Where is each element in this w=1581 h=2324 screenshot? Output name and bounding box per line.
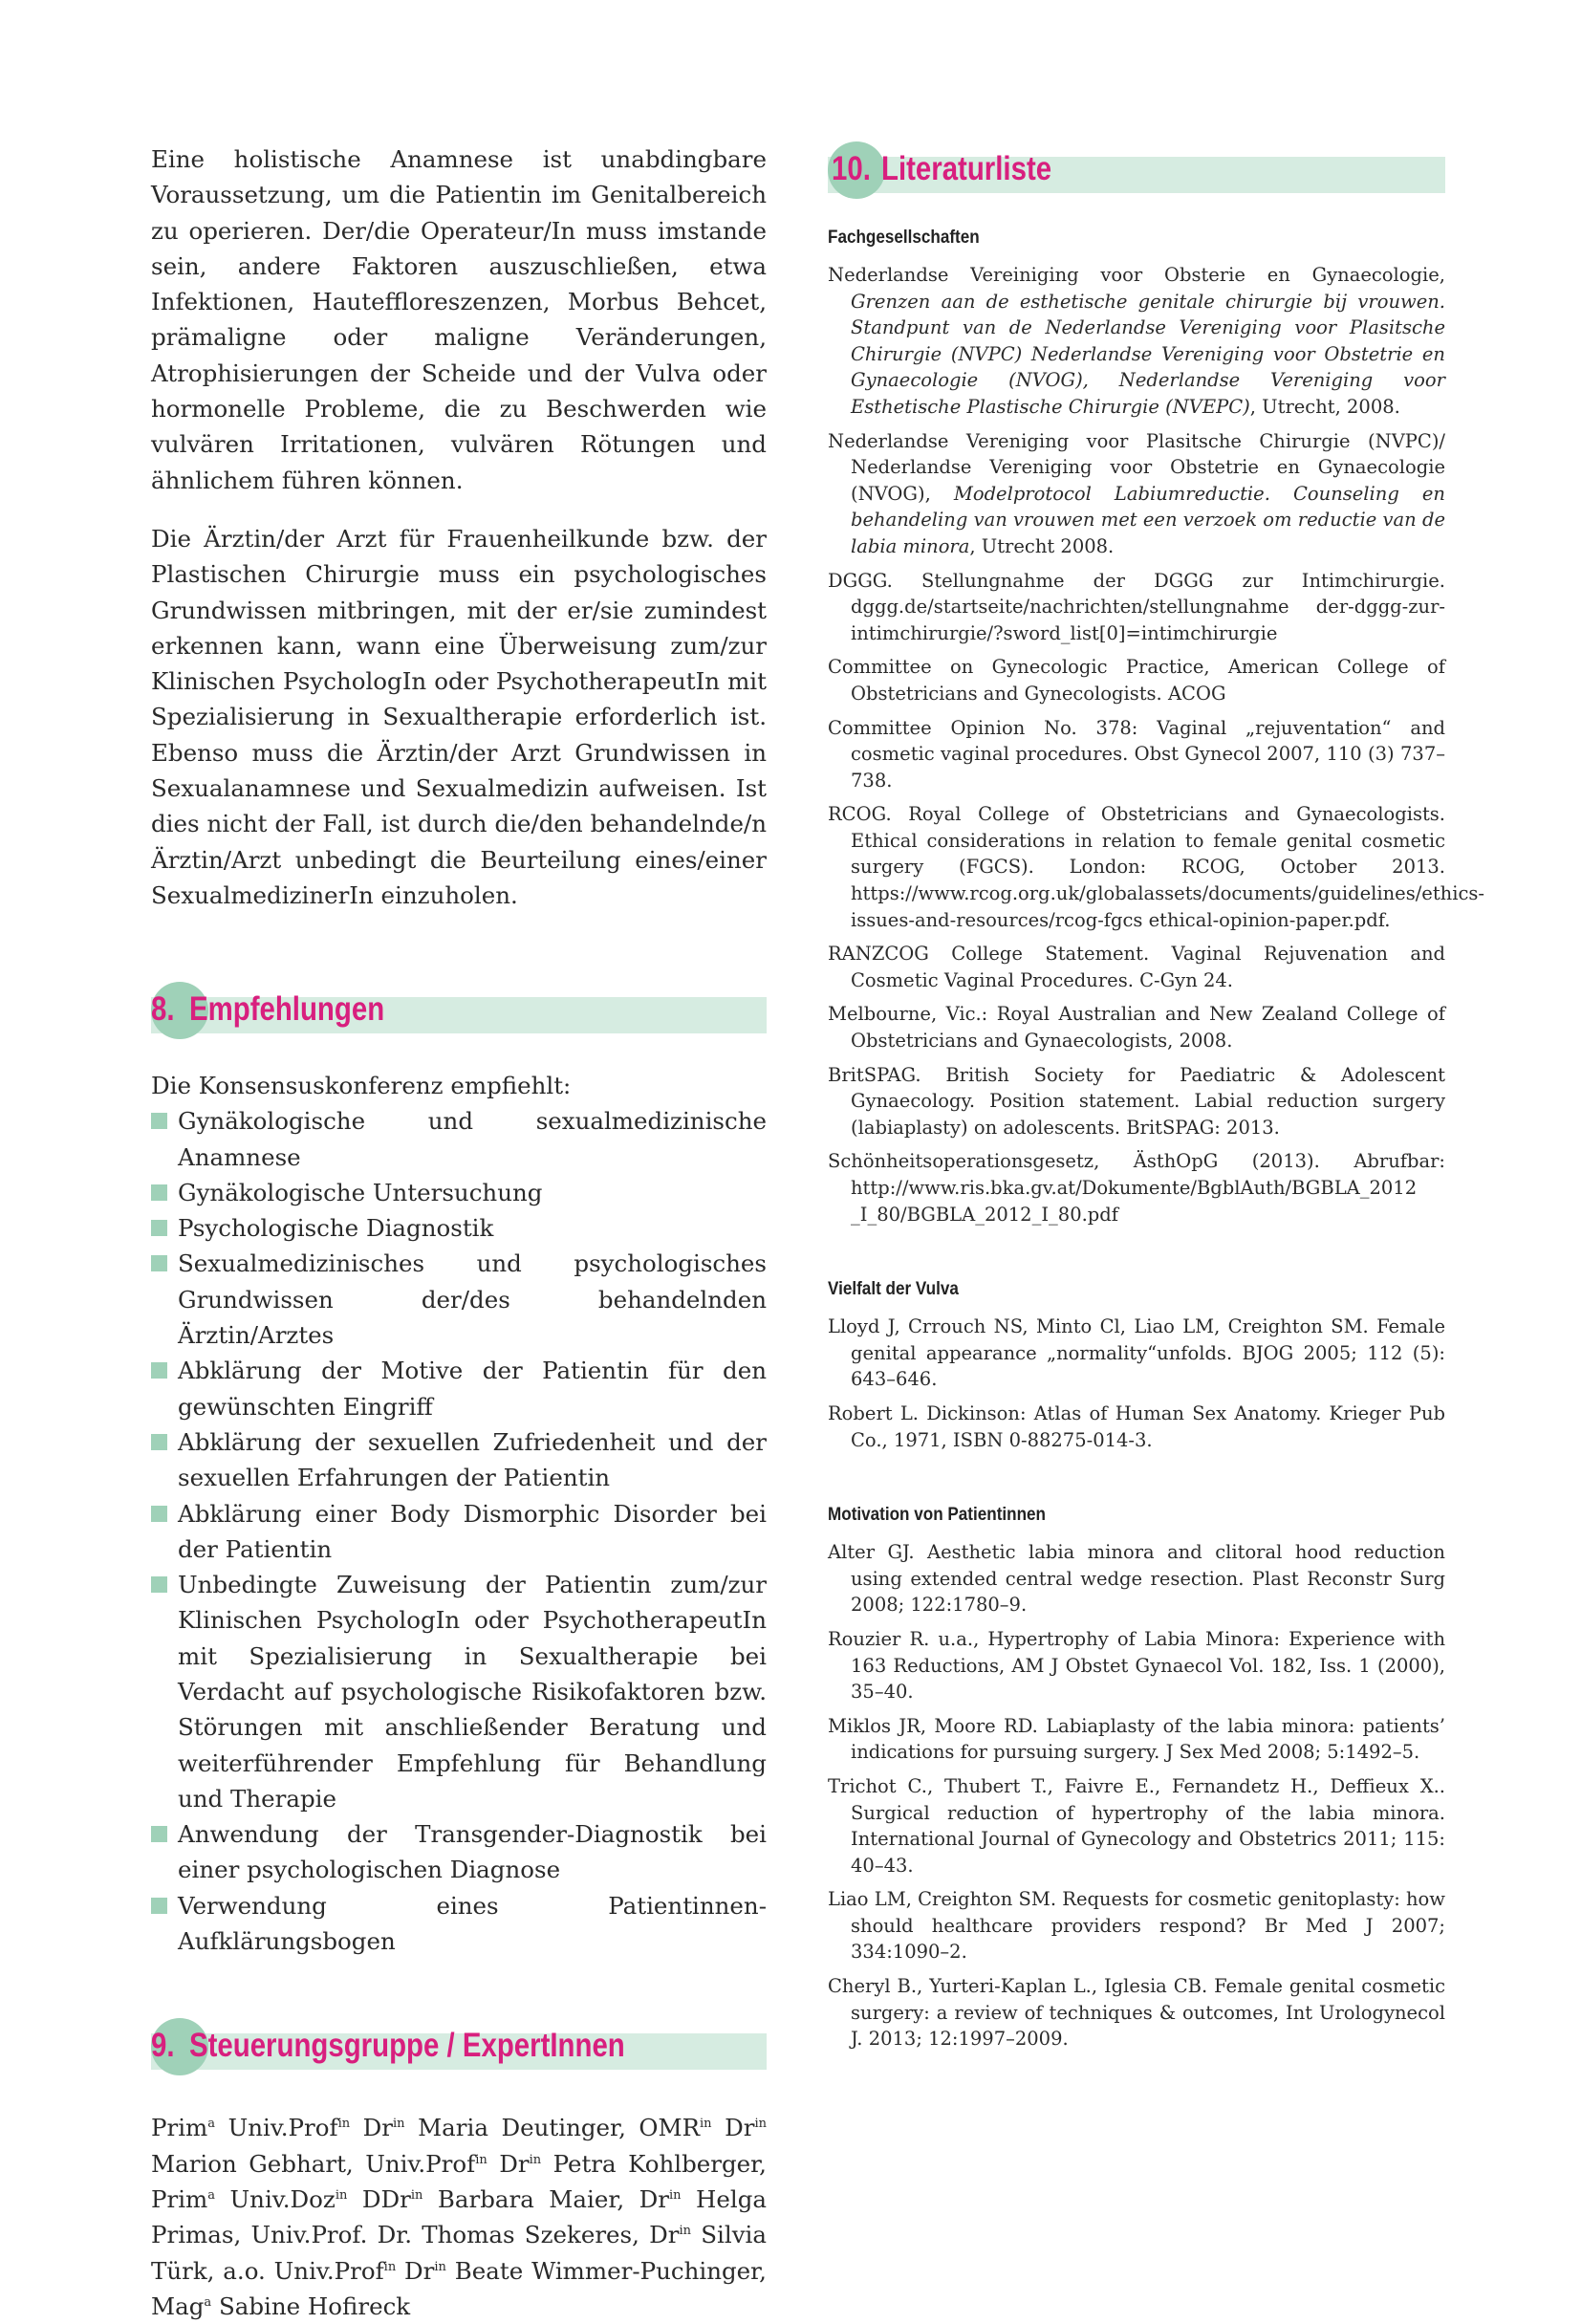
expert-text: Beate Wimmer-Puchinger, Mag <box>151 2256 767 2320</box>
left-column <box>151 141 767 2324</box>
expert-text: Dr <box>350 2114 394 2142</box>
reference-item: BritSPAG. British Society for Paediatric & Adolescent Gynaecology. Position statement. Labial reduction surgery (labiaplasty) on adolescents. BritSPAG: 2013. <box>828 1063 1445 1139</box>
expert-text: DDr <box>347 2184 411 2213</box>
reference-item: RCOG. Royal College of Obstetricians and Gynaecologists. Ethical considerations in relation to female genital cosmetic surgery (FGCS). London: RCOG, October 2013. https://www.rcog.org.uk/globalassets/documents/guidelines/ethics-issues-and-resources/rcog-fgcs ethical-opinion-paper.pdf. <box>828 803 1484 931</box>
reference-item: Committee Opinion No. 378: Vaginal „rejuventation“ and cosmetic vaginal procedures. Obst Gynecol 2007, 110 (3) 737–738. <box>828 716 1445 792</box>
reference-item: Rouzier R. u.a., Hypertrophy of Labia Minora: Experience with 163 Reductions, AM J Obstet Gynaecol Vol. 182, Iss. 1 (2000), 35–40. <box>828 1627 1445 1704</box>
section-9-heading <box>151 2018 767 2075</box>
expert-text: Prim <box>151 2114 208 2142</box>
reference-list <box>828 228 1484 2053</box>
superscript: in <box>434 2259 446 2274</box>
expert-text: Marion Gebhart, Univ.Prof <box>151 2149 476 2178</box>
expert-text: Dr <box>487 2149 530 2178</box>
list-item: Abklärung der sexuellen Zufriedenheit und der sexuellen Erfahrungen der Patientin <box>151 1424 767 1496</box>
reference-item: DGGG. Stellungnahme der DGGG zur Intimchirurgie. dggg.de/startseite/nachrichten/stellungnahme der-dggg-zur-intimchirurgie/?sword_list[0]=intimchirurgie <box>828 569 1445 644</box>
superscript: in <box>475 2152 487 2167</box>
reference-item <box>828 262 1445 421</box>
section-8-heading <box>151 982 767 1039</box>
superscript: in <box>337 2117 351 2132</box>
reference-item: Miklos JR, Moore RD. Labiaplasty of the labia minora: patients’ indications for pursuing surgery. J Sex Med 2008; 5:1492–5. <box>828 1714 1445 1764</box>
superscript: in <box>679 2224 692 2239</box>
list-item: Abklärung einer Body Dismorphic Disorder bei der Patientin <box>151 1496 767 1568</box>
superscript: a <box>207 2187 216 2203</box>
expert-text: Dr <box>711 2114 755 2142</box>
reference-title: Modelprotocol Labiumreductie. Counseling en behandeling van vrouwen met een verzoek om reductie van de labia minora <box>851 482 1445 557</box>
expert-text: Helga Primas, Univ.Prof. Dr. Thomas Szekeres, Dr <box>151 2184 767 2249</box>
list-item: Gynäkologische Untersuchung <box>151 1175 767 1210</box>
reference-item: Robert L. Dickinson: Atlas of Human Sex Anatomy. Krieger Pub Co., 1971, ISBN 0-88275-014-3. <box>828 1401 1445 1451</box>
superscript: in <box>668 2187 682 2203</box>
reference-item: Committee on Gynecologic Practice, American College of Obstetricians and Gynecologists. ACOG <box>828 656 1445 705</box>
reference-text: Nederlandse Vereniging voor Plasitsche Chirurgie (NVPC)/ Nederlandse Vereniging voor Obstetrie en Gynaecologie (NVOG), <box>828 429 1445 505</box>
experts-list <box>151 2110 767 2324</box>
section-number: 8. <box>151 990 175 1029</box>
subheading-motivation-von-patientinnen: Motivation von Patientinnen <box>828 1505 1047 1526</box>
expert-text: Dr <box>396 2256 435 2285</box>
intro-paragraph-1: Eine holistische Anamnese ist unabdingbare Voraussetzung, um die Patientin im Genitalbereich zu operieren. Der/die Operateur/In muss imstande sein, andere Faktoren auszuschließen, etwa Infektionen, Hauteffloreszenzen, Morbus Behcet, prämaligne oder maligne Veränderungen, Atrophisierungen der Scheide und der Vulva oder hormonelle Probleme, die zu Beschwerden wie vulvären Irritationen, vulvären Rötungen und ähnlichem führen können. <box>151 145 767 494</box>
expert-text: Silvia Türk, a.o. Univ.Prof <box>151 2221 768 2285</box>
superscript: in <box>410 2187 423 2203</box>
section-10-heading <box>828 141 1445 199</box>
expert-text: Petra Kohlberger, Prim <box>151 2149 767 2213</box>
list-item: Psychologische Diagnostik <box>151 1210 767 1246</box>
reference-group <box>828 1314 1445 1453</box>
list-item: Verwendung eines Patientinnen-Aufklärungsbogen <box>151 1888 767 1960</box>
subheading-vielfalt-der-vulva: Vielfalt der Vulva <box>828 1279 959 1300</box>
superscript: in <box>383 2259 397 2274</box>
reference-title: Grenzen aan de esthetische genitale chirurgie bij vrouwen. Standpunt van de Nederlandse Vereniging voor Plasitsche Chirurgie (NVPC) Nederlandse Vereniging voor Obstetrie en Gynaecologie (NVOG), Nederlandse Vereniging voor Esthetische Plastische Chirurgie (NVEPC) <box>851 290 1445 418</box>
reference-item: Liao LM, Creighton SM. Requests for cosmetic genitoplasty: how should healthcare providers respond? Br Med J 2007; 334:1090–2. <box>828 1888 1445 1964</box>
expert-text: Sabine Hofireck <box>211 2291 411 2320</box>
recommendations-list <box>151 1103 767 1959</box>
expert-text: Univ.Doz <box>215 2184 336 2213</box>
reference-item: Cheryl B., Yurteri-Kaplan L., Iglesia CB. Female genital cosmetic surgery: a review of techniques & outcomes, Int Urologynecol J. 2013; 12:1997–2009. <box>828 1975 1445 2051</box>
reference-item <box>828 428 1445 560</box>
superscript: in <box>754 2117 767 2132</box>
superscript: in <box>529 2152 542 2167</box>
reference-item: Alter GJ. Aesthetic labia minora and clitoral hood reduction using extended central wedge resection. Plast Reconstr Surg 2008; 122:1780–9. <box>828 1541 1445 1617</box>
superscript: in <box>335 2187 348 2203</box>
reference-item: Schönheitsoperationsgesetz, ÄsthOpG (2013). Abrufbar: http://www.ris.bka.gv.at/Dokumente/BgblAuth/BGBLA_2012 _I_80/BGBLA_2012_I_80.pdf <box>828 1150 1445 1226</box>
reference-group <box>828 262 1484 1227</box>
list-item: Sexualmedizinisches und psychologisches Grundwissen der/des behandelnden Ärztin/Arztes <box>151 1246 767 1353</box>
intro-paragraph-2: Die Ärztin/der Arzt für Frauenheilkunde bzw. der Plastischen Chirurgie muss ein psychologisches Grundwissen mitbringen, mit der er/sie zumindest erkennen kann, wann eine Überweisung zum/zur Klinischen PsychologIn oder PsychotherapeutIn mit Spezialisierung in Sexualtherapie erforderlich ist. Ebenso muss die Ärztin/der Arzt Grundwissen in Sexualanamnese und Sexualmedizin aufweisen. Ist dies nicht der Fall, ist durch die/den behandelnde/n Ärztin/Arzt unbedingt die Beurteilung eines/einer SexualmedizinerIn einzuholen. <box>151 524 767 909</box>
expert-text: Univ.Prof <box>215 2114 338 2142</box>
reference-text: Nederlandse Vereiniging voor Obsterie en Gynaecologie, <box>828 264 1445 286</box>
list-item: Gynäkologische und sexualmedizinische Anamnese <box>151 1103 767 1175</box>
section-title: Empfehlungen <box>189 990 385 1029</box>
reference-item: RANZCOG College Statement. Vaginal Rejuvenation and Cosmetic Vaginal Procedures. C-Gyn 24. <box>828 943 1445 991</box>
reference-item: Trichot C., Thubert T., Faivre E., Fernandetz H., Deffieux X.. Surgical reduction of hypertrophy of the labia minora. International Journal of Gynecology and Obstetrics 2011; 115: 40–43. <box>828 1774 1445 1877</box>
reference-group <box>828 1539 1445 2053</box>
reference-item: Lloyd J, Crrouch NS, Minto Cl, Liao LM, Creighton SM. Female genital appearance „normality“unfolds. BJOG 2005; 112 (5): 643–646. <box>828 1315 1445 1391</box>
recommendations-intro: Die Konsensuskonferenz empfiehlt: <box>151 1072 572 1100</box>
subheading-fachgesellschaften: Fachgesellschaften <box>828 228 980 248</box>
list-item: Abklärung der Motive der Patientin für den gewünschten Eingriff <box>151 1353 767 1424</box>
superscript: a <box>204 2294 212 2310</box>
superscript: in <box>700 2117 712 2132</box>
section-title: Literaturliste <box>881 150 1052 187</box>
list-item: Unbedingte Zuweisung der Patientin zum/zur Klinischen PsychologIn oder PsychotherapeutIn mit Spezialisierung in Sexualtherapie bei Verdacht auf psychologische Risikofaktoren bzw. Störungen mit anschließender Beratung und weiterführender Empfehlung für Behandlung und Therapie <box>151 1567 767 1816</box>
reference-item: Melbourne, Vic.: Royal Australian and New Zealand College of Obstetricians and Gynaecologists, 2008. <box>828 1003 1445 1053</box>
reference-text: , Utrecht, 2008. <box>1249 395 1400 418</box>
expert-text: Barbara Maier, Dr <box>422 2184 669 2213</box>
right-column <box>828 141 1484 2053</box>
list-item: Anwendung der Transgender-Diagnostik bei einer psychologischen Diagnose <box>151 1816 767 1888</box>
section-number: 10. <box>832 150 871 187</box>
superscript: in <box>393 2117 405 2132</box>
reference-text: , Utrecht 2008. <box>969 534 1115 557</box>
superscript: a <box>207 2117 216 2132</box>
section-number: 9. <box>151 2027 175 2065</box>
section-title: Steuerungsgruppe / ExpertInnen <box>189 2027 625 2065</box>
expert-text: Maria Deutinger, OMR <box>404 2114 701 2142</box>
